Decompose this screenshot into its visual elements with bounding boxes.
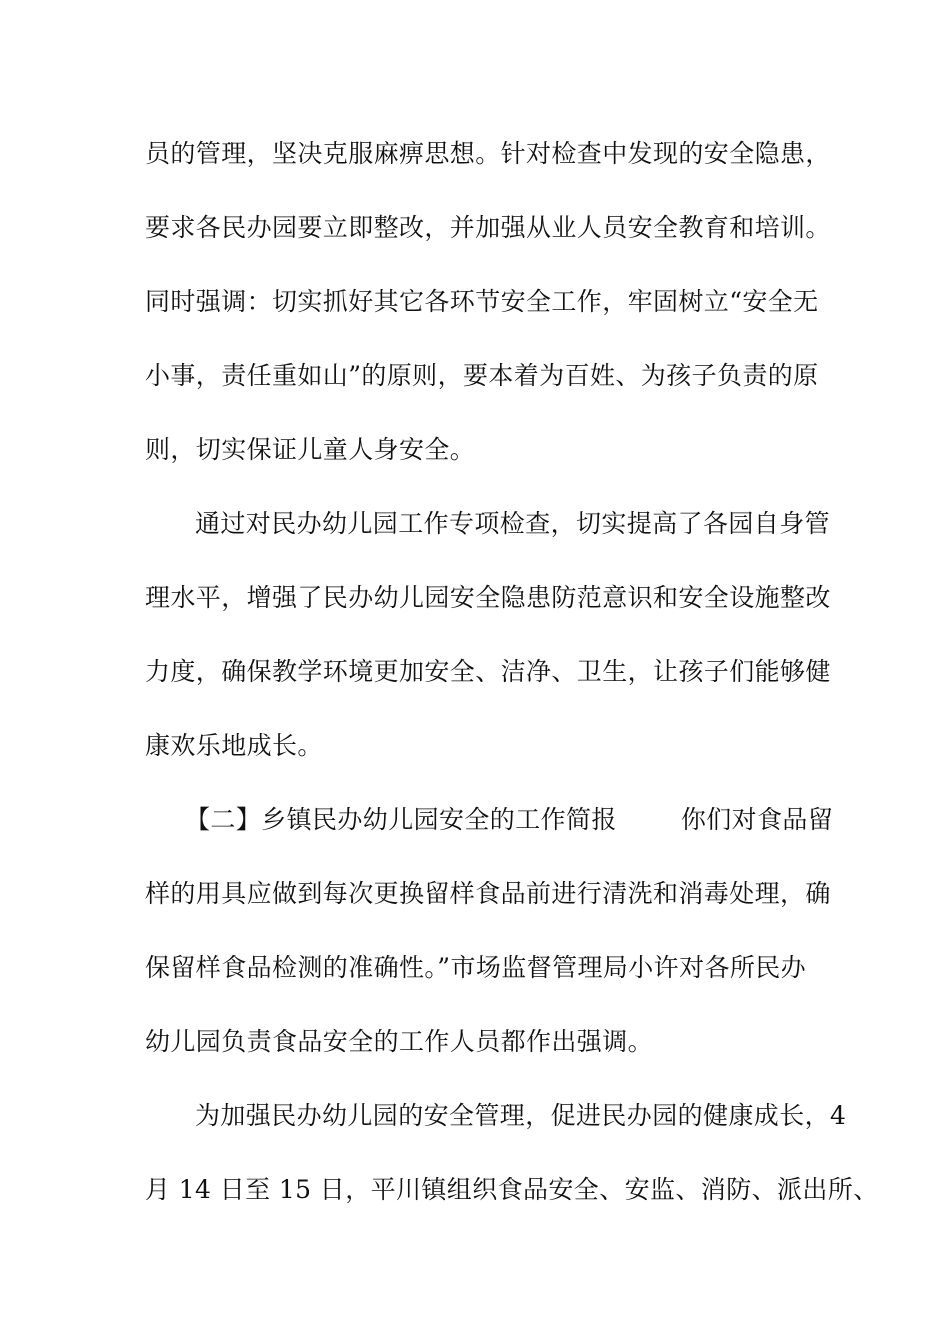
section-heading-tail: 你们对食品留	[680, 805, 834, 834]
paragraph-2-line-2: 理水平，增强了民办幼儿园安全隐患防范意识和安全设施整改	[145, 583, 831, 612]
paragraph-4-line-1: 为加强民办幼儿园的安全管理，促进民办园的健康成长，4	[195, 1101, 847, 1130]
paragraph-1-line-1: 员的管理，坚决克服麻痹思想。针对检查中发现的安全隐患，	[145, 139, 831, 168]
paragraph-3-line-2: 样的用具应做到每次更换留样食品前进行清洗和消毒处理，确	[145, 879, 831, 908]
paragraph-2-line-4: 康欢乐地成长。	[145, 731, 323, 760]
paragraph-3-line-4: 幼儿园负责食品安全的工作人员都作出强调。	[145, 1027, 654, 1056]
paragraph-1-line-5: 则，切实保证儿童人身安全。	[145, 435, 476, 464]
paragraph-4-line-2: 月 14 日至 15 日，平川镇组织食品安全、安监、消防、派出所、	[145, 1175, 879, 1204]
section-heading: 【二】乡镇民办幼儿园安全的工作简报	[185, 805, 617, 834]
paragraph-1-line-4: 小事，责任重如山”的原则，要本着为百姓、为孩子负责的原	[145, 361, 819, 390]
section-heading-line	[185, 804, 865, 836]
paragraph-2-line-3: 力度，确保教学环境更加安全、洁净、卫生，让孩子们能够健	[145, 657, 831, 686]
paragraph-2-line-1: 通过对民办幼儿园工作专项检查，切实提高了各园自身管	[195, 509, 831, 538]
paragraph-1-line-3: 同时强调：切实抓好其它各环节安全工作，牢固树立“安全无	[145, 287, 819, 316]
paragraph-3-line-3: 保留样食品检测的准确性。”市场监督管理局小许对各所民办	[145, 953, 807, 982]
paragraph-1-line-2: 要求各民办园要立即整改，并加强从业人员安全教育和培训。	[145, 213, 831, 242]
